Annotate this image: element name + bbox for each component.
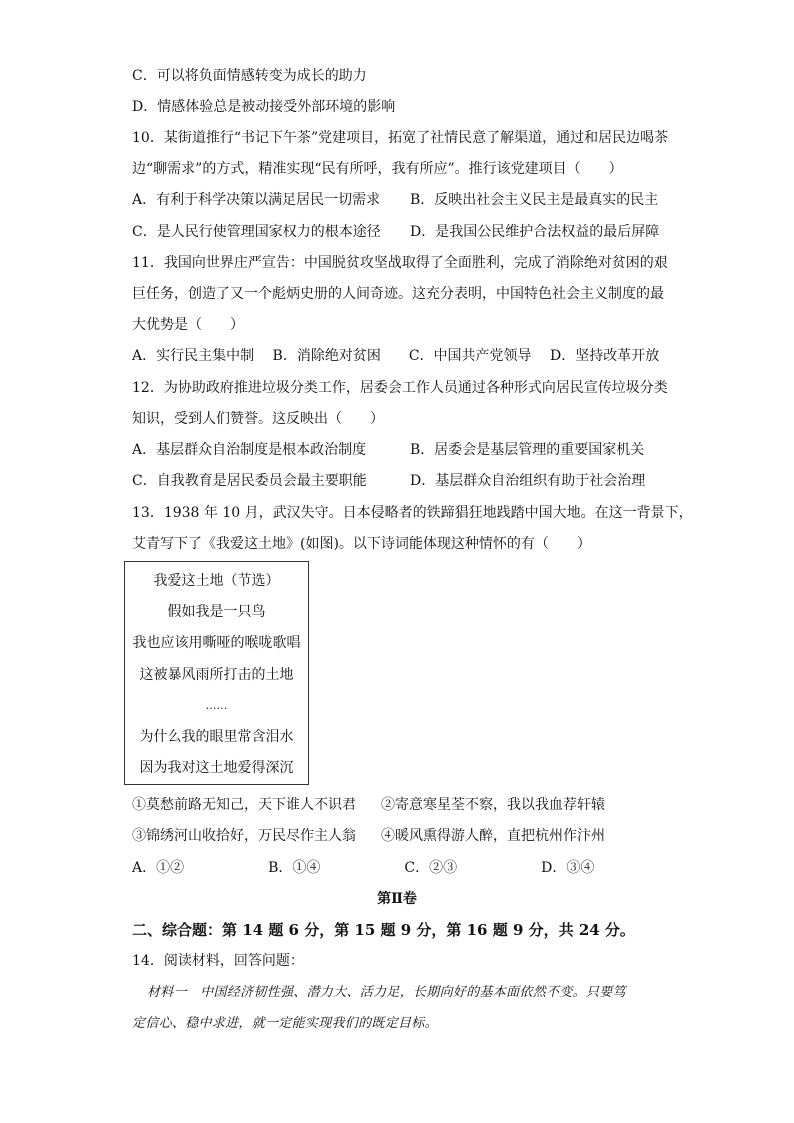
q13-options: A．①② B．①④ C．②③ D．③④ [132, 860, 595, 876]
poem-line: 假如我是一只鸟 [167, 604, 266, 620]
q13-item-1: ①莫愁前路无知己，天下谁人不识君 [132, 797, 356, 813]
q14-stem: 14．阅读材料，回答问题： [132, 953, 304, 969]
q9-option-c: C．可以将负面情感转变为成长的助力 [132, 68, 367, 84]
q11-stem-line3: 大优势是（ ） [132, 317, 244, 333]
q13-item-2: ②寄意寒星荃不察，我以我血荐轩辕 [381, 797, 605, 813]
q13-item-3: ③锦绣河山收拾好，万民尽作主人翁 [132, 828, 356, 844]
part2-title: 第Ⅱ卷 [377, 891, 417, 907]
q12-option-d: D．基层群众自治组织有助于社会治理 [410, 473, 646, 489]
q10-stem-line2: 边“聊需求”的方式，精准实现“民有所呼，我有所应”。推行该党建项目（ ） [132, 161, 623, 177]
q12-option-c: C．自我教育是居民委员会最主要职能 [132, 473, 367, 489]
poem-line: 因为我对这土地爱得深沉 [139, 760, 294, 776]
q13-stem-line1: 13．1938 年 10 月，武汉失守。日本侵略者的铁蹄猖狂地践踏中国大地。在这一背景下， [132, 505, 693, 521]
q11-stem-line2: 巨任务，创造了又一个彪炳史册的人间奇迹。这充分表明，中国特色社会主义制度的最 [132, 286, 664, 302]
q14-material-line1: 材料一 中国经济韧性强、潜力大、活力足，长期向好的基本面依然不变。只要笃 [147, 985, 626, 1000]
q14-material-line2: 定信心、稳中求进，就一定能实现我们的既定目标。 [132, 1016, 438, 1031]
q12-option-b: B．居委会是基层管理的重要国家机关 [410, 442, 645, 458]
q11-stem-line1: 11．我国向世界庄严宣告：中国脱贫攻坚战取得了全面胜利，完成了消除绝对贫困的艰 [132, 255, 668, 271]
poem-ellipsis: …… [205, 699, 228, 712]
poem-line: 我也应该用嘶哑的喉咙歌唱 [132, 635, 301, 651]
q11-options: A．实行民主集中制 B．消除绝对贫困 C．中国共产党领导 D．坚持改革开放 [132, 348, 660, 364]
poem-title: 我爱这土地（节选） [153, 573, 280, 589]
q10-stem-line1: 10．某街道推行“书记下午茶”党建项目，拓宽了社情民意了解渠道，通过和居民边喝茶 [132, 130, 669, 146]
q10-option-c: C．是人民行使管理国家权力的根本途径 [132, 224, 381, 240]
q12-option-a: A．基层群众自治制度是根本政治制度 [132, 442, 367, 458]
q13-stem-line2: 艾青写下了《我爱这土地》(如图)。以下诗词能体现这种情怀的有（ ） [132, 536, 591, 552]
poem-line: 这被暴风雨所打击的土地 [139, 667, 294, 683]
q12-stem-line2: 知识，受到人们赞誉。这反映出（ ） [132, 411, 384, 427]
q9-option-d: D．情感体验总是被动接受外部环境的影响 [132, 99, 396, 115]
q10-option-b: B．反映出社会主义民主是最真实的民主 [410, 192, 659, 208]
poem-line: 为什么我的眼里常含泪水 [139, 729, 294, 745]
q10-option-d: D．是我国公民维护合法权益的最后屏障 [410, 224, 660, 240]
poem-box [124, 561, 309, 785]
q13-item-4: ④暖风熏得游人醉，直把杭州作汴州 [381, 828, 605, 844]
q10-option-a: A．有利于科学决策以满足居民一切需求 [132, 192, 381, 208]
part2-heading: 二、综合题：第 14 题 6 分，第 15 题 9 分，第 16 题 9 分，共 24 分。 [132, 921, 635, 939]
q12-stem-line1: 12．为协助政府推进垃圾分类工作，居委会工作人员通过各种形式向居民宣传垃圾分类 [132, 380, 668, 396]
